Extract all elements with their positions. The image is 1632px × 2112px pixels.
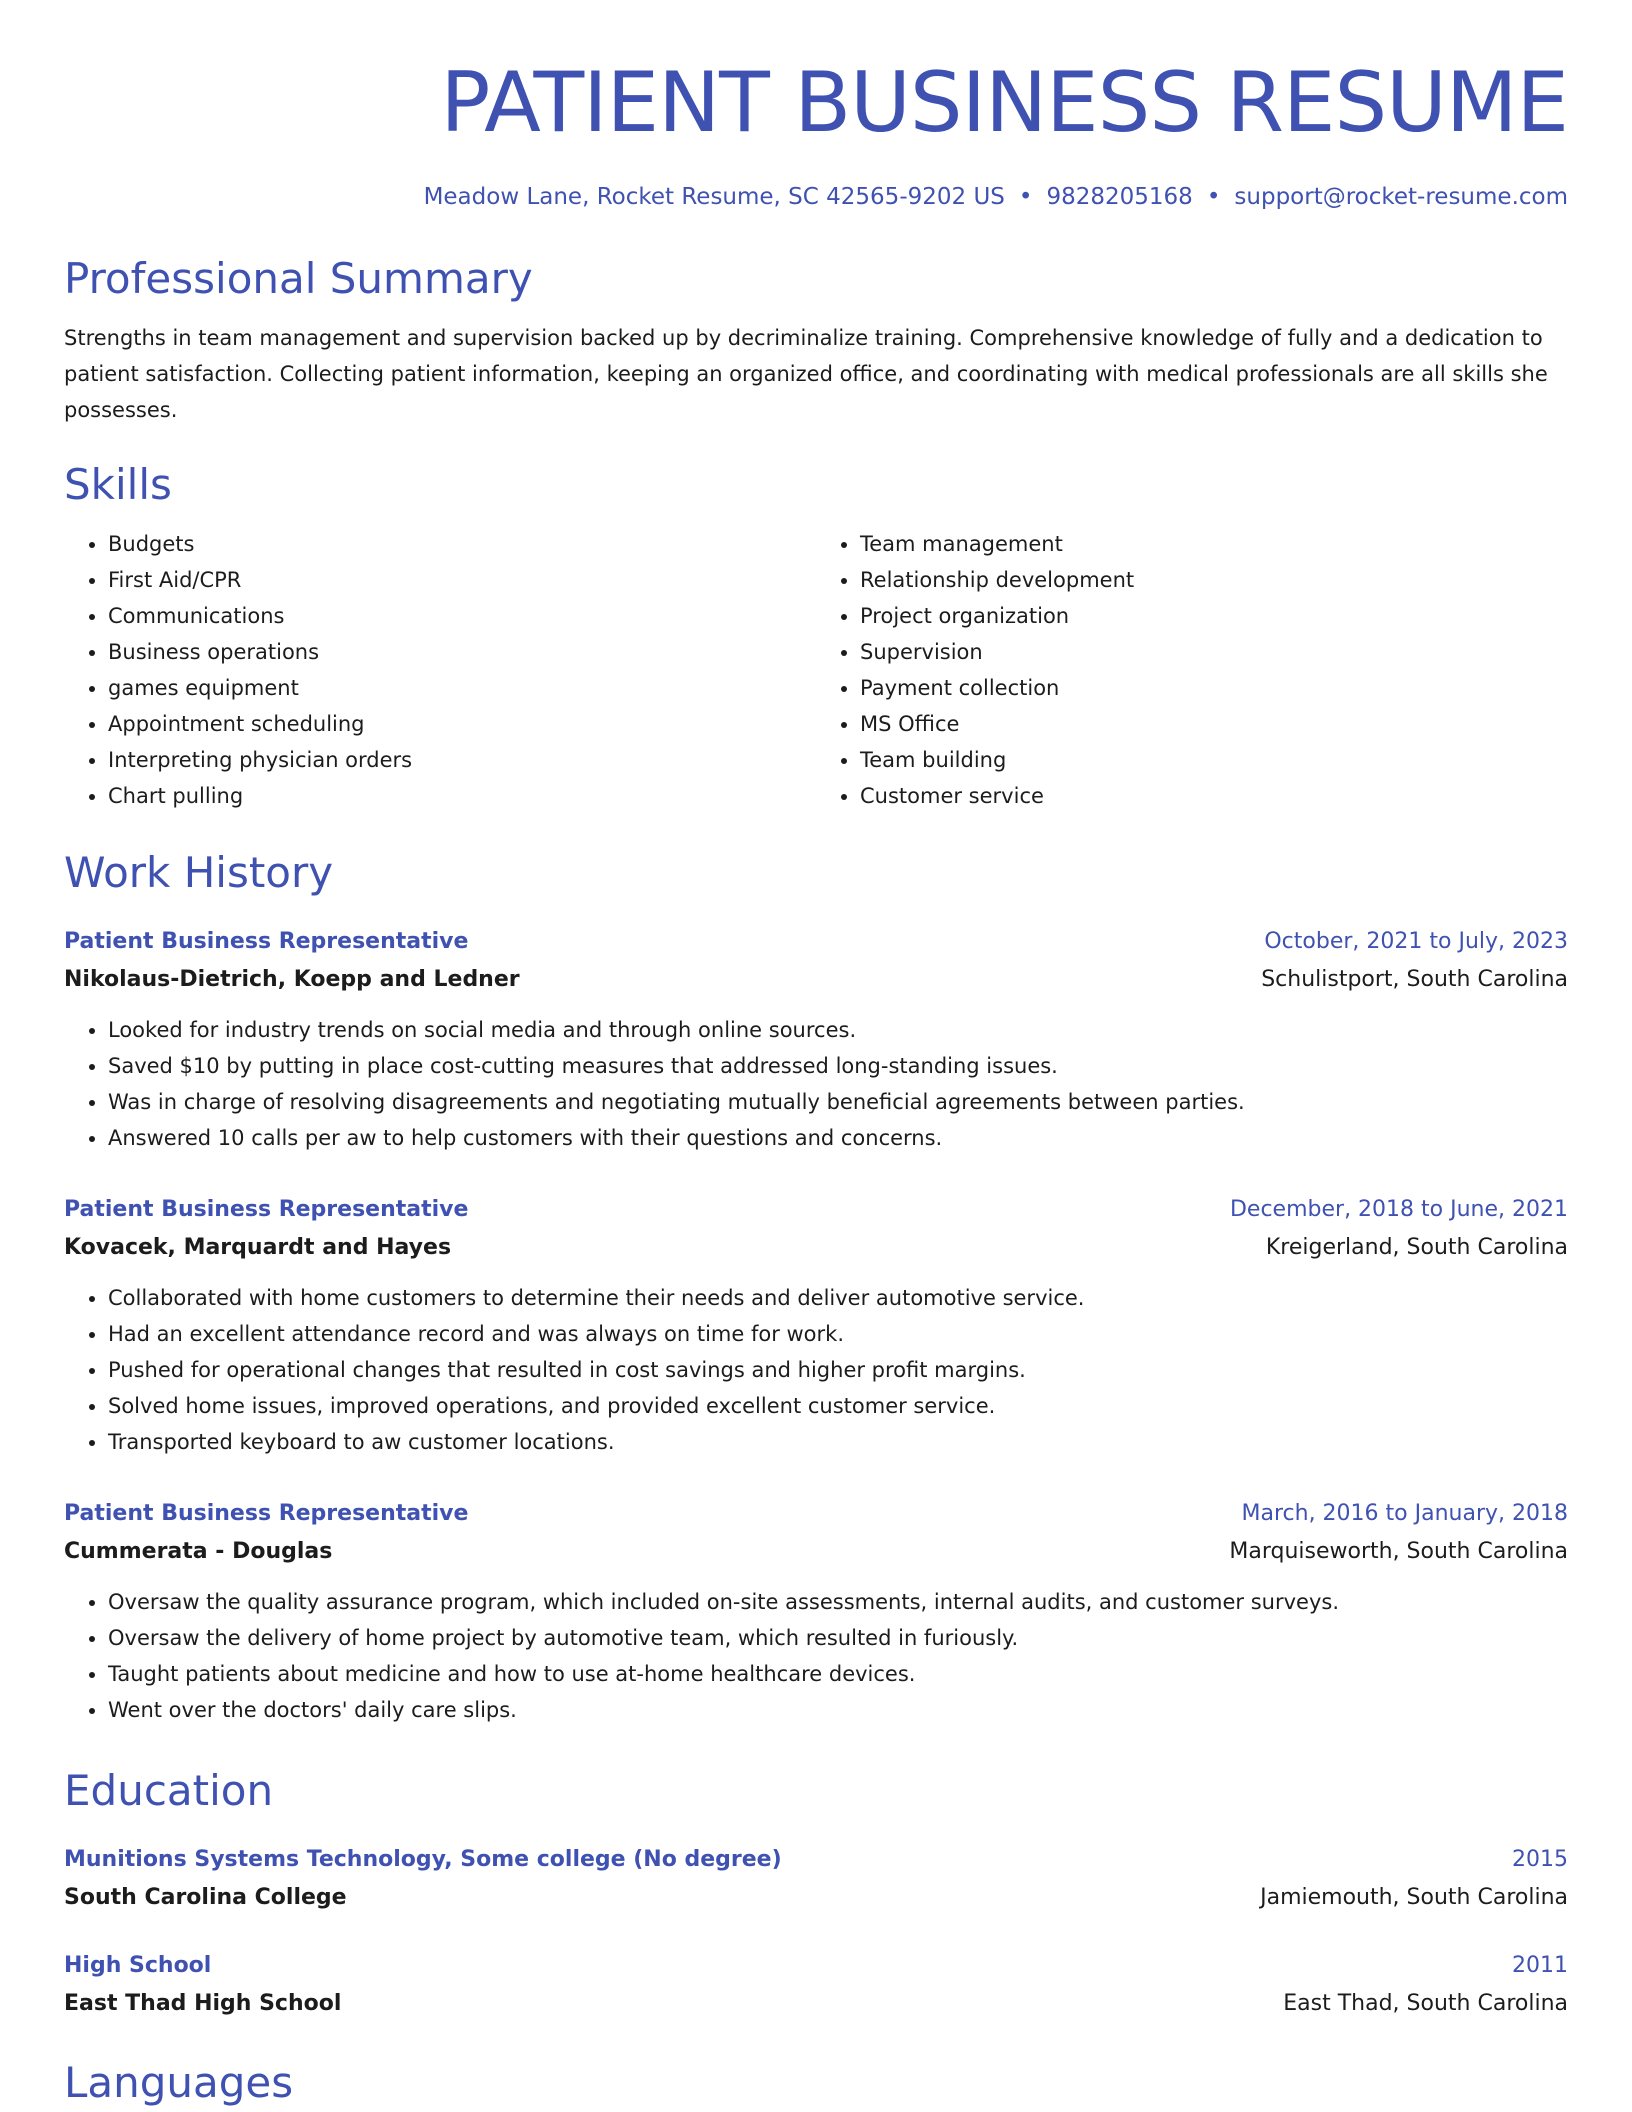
education-degree: High School (64, 1953, 212, 1978)
skills-column-left (64, 526, 816, 814)
job-bullet: • Was in charge of resolving disagreements and negotiating mutually beneficial agreements between parties. (108, 1084, 1568, 1120)
skill-item: • Project organization (860, 598, 1568, 634)
job-bullet: • Taught patients about medicine and how to use at-home healthcare devices. (108, 1656, 1568, 1692)
resume-title: PATIENT BUSINESS RESUME (440, 54, 1568, 151)
skill-item: • Appointment scheduling (108, 706, 816, 742)
education-degree: Munitions Systems Technology, Some college (No degree) (64, 1847, 782, 1872)
skills-list (64, 526, 1568, 814)
skill-item: • Business operations (108, 634, 816, 670)
job-role: Patient Business Representative (64, 929, 469, 954)
section-title-summary: Professional Summary (64, 254, 533, 303)
education-school: South Carolina College (64, 1885, 347, 1910)
job-bullet: • Went over the doctors' daily care slips. (108, 1692, 1568, 1728)
job-company: Kovacek, Marquardt and Hayes (64, 1235, 452, 1260)
job-location: Kreigerland, South Carolina (1265, 1235, 1568, 1260)
skill-item: • Interpreting physician orders (108, 742, 816, 778)
job-role: Patient Business Representative (64, 1197, 469, 1222)
skill-item: • MS Office (860, 706, 1568, 742)
summary-text: Strengths in team management and supervision backed up by decriminalize training. Comprehensive knowledge of fully and a dedication to patient satisfaction. Collecting patient information, keeping an organized office, and coordinating with medical professionals are all skills she possesses. (64, 326, 1548, 422)
education-location: Jamiemouth, South Carolina (1260, 1885, 1568, 1910)
section-title-work-history: Work History (64, 848, 334, 897)
job-bullets (64, 1280, 1568, 1460)
skill-item: • Supervision (860, 634, 1568, 670)
skill-item: • games equipment (108, 670, 816, 706)
skill-item: • First Aid/CPR (108, 562, 816, 598)
job-bullet: • Oversaw the quality assurance program, which included on-site assessments, internal audits, and customer surveys. (108, 1584, 1568, 1620)
skill-item: • Customer service (860, 778, 1568, 814)
section-title-languages: Languages (64, 2058, 294, 2107)
skill-item: • Team management (860, 526, 1568, 562)
skill-item: • Team building (860, 742, 1568, 778)
job-dates: December, 2018 to June, 2021 (1229, 1197, 1568, 1222)
job-entry (64, 1496, 1568, 1728)
job-dates: October, 2021 to July, 2023 (1264, 929, 1568, 954)
education-entry (64, 1842, 1568, 1918)
section-title-skills: Skills (64, 460, 172, 509)
job-role: Patient Business Representative (64, 1501, 469, 1526)
education-year: 2011 (1512, 1953, 1568, 1978)
job-company: Nikolaus-Dietrich, Koepp and Ledner (64, 967, 520, 992)
section-title-education: Education (64, 1766, 274, 1815)
job-dates: March, 2016 to January, 2018 (1241, 1501, 1568, 1526)
job-bullet: • Transported keyboard to aw customer locations. (108, 1424, 1568, 1460)
job-location: Marquiseworth, South Carolina (1229, 1539, 1568, 1564)
skill-item: • Relationship development (860, 562, 1568, 598)
skill-item: • Communications (108, 598, 816, 634)
job-entry (64, 924, 1568, 1156)
job-bullets (64, 1584, 1568, 1728)
education-entry (64, 1948, 1568, 2024)
job-company: Cummerata - Douglas (64, 1539, 333, 1564)
job-location: Schulistport, South Carolina (1261, 967, 1568, 992)
job-bullets (64, 1012, 1568, 1156)
education-year: 2015 (1512, 1847, 1568, 1872)
job-bullet: • Oversaw the delivery of home project by automotive team, which resulted in furiously. (108, 1620, 1568, 1656)
contact-address: Meadow Lane, Rocket Resume, SC 42565-9202 US (423, 184, 1005, 210)
job-bullet: • Saved $10 by putting in place cost-cutting measures that addressed long-standing issues. (108, 1048, 1568, 1084)
skill-item: • Payment collection (860, 670, 1568, 706)
contact-separator: • (1206, 184, 1221, 210)
skill-item: • Chart pulling (108, 778, 816, 814)
education-location: East Thad, South Carolina (1283, 1991, 1568, 2016)
job-bullet: • Pushed for operational changes that resulted in cost savings and higher profit margins. (108, 1352, 1568, 1388)
contact-phone: 9828205168 (1046, 184, 1193, 210)
job-bullet: • Had an excellent attendance record and was always on time for work. (108, 1316, 1568, 1352)
contact-separator: • (1018, 184, 1033, 210)
job-entry (64, 1192, 1568, 1460)
skill-item: • Budgets (108, 526, 816, 562)
skills-column-right (816, 526, 1568, 814)
education-school: East Thad High School (64, 1991, 342, 2016)
contact-email: support@rocket-resume.com (1234, 184, 1568, 210)
job-bullet: • Solved home issues, improved operations, and provided excellent customer service. (108, 1388, 1568, 1424)
job-bullet: • Answered 10 calls per aw to help customers with their questions and concerns. (108, 1120, 1568, 1156)
job-bullet: • Collaborated with home customers to determine their needs and deliver automotive service. (108, 1280, 1568, 1316)
contact-line (64, 184, 1568, 210)
job-bullet: • Looked for industry trends on social media and through online sources. (108, 1012, 1568, 1048)
